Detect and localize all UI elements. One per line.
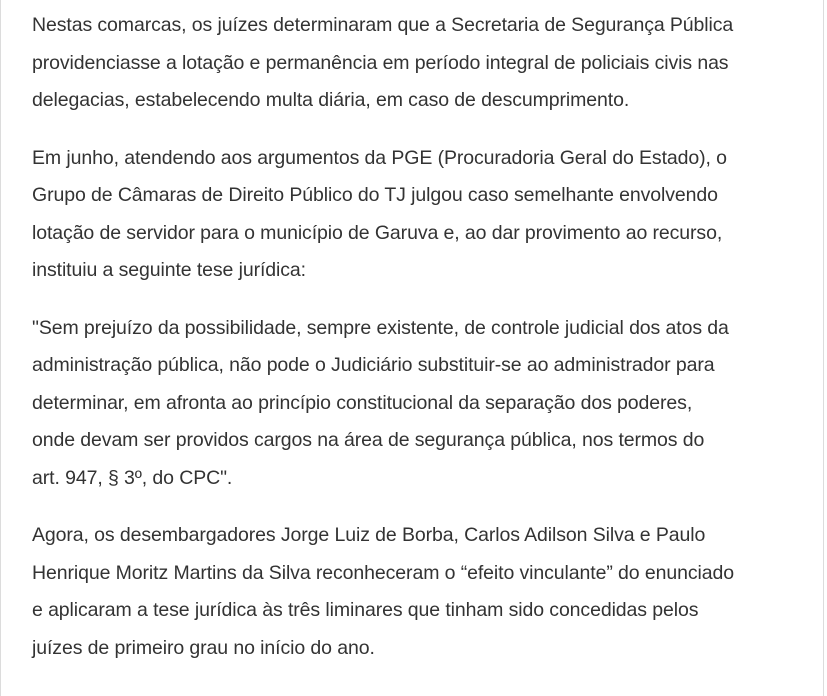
article-paragraph-4: Agora, os desembargadores Jorge Luiz de Borba, Carlos Adilson Silva e Paulo Henrique Moritz Martins da Silva reconheceram o “efeito vinculante” do enunciado e aplicaram a tese jurídica às três liminares que tinham sido concedidas pelos juízes de primeiro grau no início do ano.: [32, 524, 734, 659]
article-body: [32, 7, 822, 687]
right-border-divider: [823, 0, 824, 696]
left-border-divider: [0, 0, 1, 696]
article-paragraph-3-quote: "Sem prejuízo da possibilidade, sempre existente, de controle judicial dos atos da administração pública, não pode o Judiciário substituir-se ao administrador para determinar, em afronta ao princípio constitucional da separação dos poderes, onde devam ser providos cargos na área de segurança pública, nos termos do art. 947, § 3º, do CPC".: [32, 316, 729, 489]
article-paragraph-1: Nestas comarcas, os juízes determinaram que a Secretaria de Segurança Pública providenciasse a lotação e permanência em período integral de policiais civis nas delegacias, estabelecendo multa diária, em caso de descumprimento.: [32, 14, 734, 111]
article-paragraph-2: Em junho, atendendo aos argumentos da PGE (Procuradoria Geral do Estado), o Grupo de Câmaras de Direito Público do TJ julgou caso semelhante envolvendo lotação de servidor para o município de Garuva e, ao dar provimento ao recurso, instituiu a seguinte tese jurídica:: [32, 146, 727, 281]
